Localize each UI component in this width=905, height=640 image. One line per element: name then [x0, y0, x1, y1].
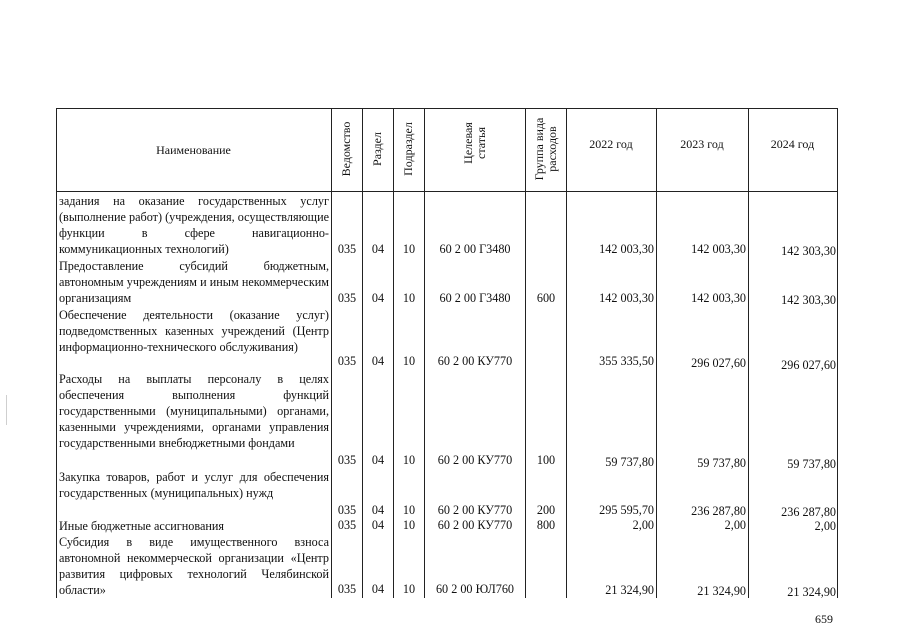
row-0-ved: 035: [337, 242, 357, 256]
row-6-podr: 10: [402, 582, 416, 596]
row-5-2024: 2,00: [814, 519, 836, 533]
scan-margin-mark: [6, 395, 7, 425]
row-3-podr: 10: [402, 453, 416, 467]
row-2-2023: 296 027,60: [691, 356, 746, 370]
row-4-vr: 200: [536, 503, 556, 517]
row-6-ved: 035: [337, 582, 357, 596]
row-1-vr: 600: [536, 291, 556, 305]
row-4-2023: 236 287,80: [691, 504, 746, 518]
row-2-podr: 10: [402, 354, 416, 368]
row-1-cs: 60 2 00 Г3480: [439, 291, 511, 305]
row-3-2023: 59 737,80: [697, 456, 746, 470]
row-2-razd: 04: [371, 354, 385, 368]
row-0-2024: 142 303,30: [781, 244, 836, 258]
row-5-name: Иные бюджетные ассигнования: [59, 519, 225, 533]
row-5-2022: 2,00: [632, 518, 654, 532]
row-5-vr: 800: [536, 518, 556, 532]
row-3-ved: 035: [337, 453, 357, 467]
row-6-cs: 60 2 00 ЮЛ760: [435, 582, 515, 596]
header-gruppa-vida: [533, 108, 559, 190]
row-4-cs: 60 2 00 КУ770: [437, 503, 513, 517]
row-3-razd: 04: [371, 453, 385, 467]
header-gruppa-line1: Группа вида: [532, 117, 546, 181]
row-0-cs: 60 2 00 Г3480: [439, 242, 511, 256]
row-0-razd: 04: [371, 242, 385, 256]
budget-table: [56, 108, 838, 598]
row-3-2024: 59 737,80: [787, 457, 836, 471]
row-5-2023: 2,00: [724, 518, 746, 532]
row-1-name: Предоставление субсидий бюджетным, автономным учреждениям и иным некоммерческим организациям: [59, 259, 329, 305]
row-6-2024: 21 324,90: [787, 585, 836, 599]
row-1-ved: 035: [337, 291, 357, 305]
header-tselevaya-line2: статья: [473, 127, 488, 159]
row-6-razd: 04: [371, 582, 385, 596]
header-podrazdel: Подраздел: [401, 122, 415, 176]
header-2023: 2023 год: [680, 137, 724, 151]
row-4-ved: 035: [337, 503, 357, 517]
row-2-2022: 355 335,50: [599, 354, 654, 368]
header-tselevaya-statya: [462, 107, 488, 179]
row-3-cs: 60 2 00 КУ770: [437, 453, 513, 467]
row-6-2023: 21 324,90: [697, 584, 746, 598]
col-border: [837, 108, 838, 598]
row-3-2022: 59 737,80: [605, 455, 654, 469]
header-gruppa-line2: расходов: [544, 126, 559, 172]
row-2-cs: 60 2 00 КУ770: [437, 354, 513, 368]
header-2022: 2022 год: [589, 137, 633, 151]
row-0-2023: 142 003,30: [691, 242, 746, 256]
row-2-name: Обеспечение деятельности (оказание услуг) подведомственных казенных учреждений (Центр информационно-технического обслуживания): [59, 308, 329, 354]
header-vedomstvo: Ведомство: [339, 121, 353, 177]
row-1-podr: 10: [402, 291, 416, 305]
header-tselevaya-line1: Целевая: [461, 122, 475, 164]
row-0-name: задания на оказание государственных услуг (выполнение работ) (учреждения, осуществляющие функции в сфере навигационно-коммуникационных технологий): [59, 194, 329, 256]
row-6-2022: 21 324,90: [605, 583, 654, 597]
row-5-razd: 04: [371, 518, 385, 532]
row-1-razd: 04: [371, 291, 385, 305]
header-name: Наименование: [156, 143, 231, 157]
row-3-vr: 100: [536, 453, 556, 467]
row-1-2022: 142 003,30: [599, 291, 654, 305]
row-6-name: Субсидия в виде имущественного взноса автономной некоммерческой организации «Центр развития цифровых технологий Челябинской области»: [59, 535, 329, 597]
row-0-2022: 142 003,30: [599, 242, 654, 256]
row-2-2024: 296 027,60: [781, 358, 836, 372]
row-2-ved: 035: [337, 354, 357, 368]
header-2024: 2024 год: [770, 137, 815, 151]
page-number: 659: [815, 612, 833, 626]
row-5-cs: 60 2 00 КУ770: [437, 518, 513, 532]
row-4-podr: 10: [402, 503, 416, 517]
row-4-razd: 04: [371, 503, 385, 517]
row-4-2024: 236 287,80: [781, 505, 836, 519]
row-0-podr: 10: [402, 242, 416, 256]
row-5-podr: 10: [402, 518, 416, 532]
col-border: [56, 108, 57, 598]
row-4-name: Закупка товаров, работ и услуг для обеспечения государственных (муниципальных) нужд: [59, 470, 329, 500]
row-3-name: Расходы на выплаты персоналу в целях обеспечения выполнения функций государственными (муниципальными) органами, казенными учреждениями, органами управления государственными внебюджетными фондами: [59, 372, 329, 450]
row-4-2022: 295 595,70: [599, 503, 654, 517]
header-razdel: Раздел: [370, 132, 384, 166]
row-1-2023: 142 003,30: [691, 291, 746, 305]
row-5-ved: 035: [337, 518, 357, 532]
table-top-border: [56, 108, 838, 109]
header-bottom-border: [56, 191, 838, 192]
row-1-2024: 142 303,30: [781, 293, 836, 307]
